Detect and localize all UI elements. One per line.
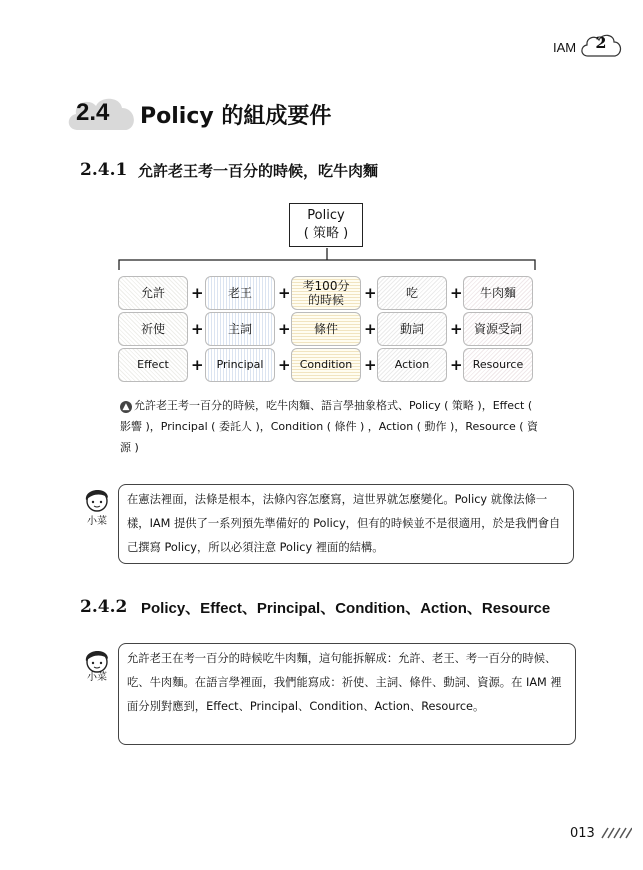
speech-note: 在憲法裡面，法條是根本，法條內容怎麼寫，這世界就怎麼變化。Policy 就像法條一樣，IAM 提供了一系列預先準備好的 Policy，但有的時候並不是很適用，於是我們會自己撰寫 Policy，所以必須注意 Policy 裡面的結構。	[118, 484, 574, 564]
policy-root-sublabel: ( 策略 )	[303, 226, 349, 241]
component-cell: Principal	[205, 348, 275, 382]
component-cell: 考100分的時候	[291, 276, 361, 310]
plus-icon: +	[450, 284, 463, 302]
plus-icon: +	[191, 356, 204, 374]
section-title: Policy 的組成要件	[140, 104, 332, 129]
component-cell: 條件	[291, 312, 361, 346]
plus-icon: +	[278, 320, 291, 338]
plus-icon: +	[364, 356, 377, 374]
subsection-title: 允許老王考一百分的時候，吃牛肉麵	[138, 162, 379, 180]
chapter-header-title: IAM	[553, 40, 577, 55]
character-name: 小菜	[87, 672, 107, 683]
figure-caption-text: 允許老王考一百分的時候，吃牛肉麵、語言學抽象格式、Policy ( 策略 )，Effect ( 影響 )，Principal ( 委託人 )，Condition ( 條件 ) ，Action ( 動作 )，Resource ( 資源 )	[120, 399, 539, 454]
speech-note: 允許老王在考一百分的時候吃牛肉麵，這句能拆解成：允許、老王、考一百分的時候、吃、牛肉麵。在語言學裡面，我們能寫成：祈使、主詞、條件、動詞、資源。在 IAM 裡面分別對應到，Effect、Principal、Condition、Action、Resource。	[118, 643, 576, 745]
subsection-title: Policy、Effect、Principal、Condition、Action、Resource	[141, 600, 551, 617]
plus-icon: +	[364, 284, 377, 302]
component-cell: 資源受詞	[463, 312, 533, 346]
subsection-number: 2.4.2	[80, 597, 128, 617]
stripe-decoration-icon	[600, 826, 632, 840]
chapter-number: 2	[595, 33, 607, 52]
plus-icon: +	[278, 356, 291, 374]
component-cell: 主詞	[205, 312, 275, 346]
plus-icon: +	[191, 320, 204, 338]
plus-icon: +	[364, 320, 377, 338]
component-cell: 老王	[205, 276, 275, 310]
component-cell: 允許	[118, 276, 188, 310]
caption-arrow-icon: ▲	[120, 401, 132, 413]
component-cell: Action	[377, 348, 447, 382]
component-cell: 祈使	[118, 312, 188, 346]
component-cell: Effect	[118, 348, 188, 382]
policy-root-box	[289, 203, 363, 247]
component-cell: 吃	[377, 276, 447, 310]
page-number: 013	[570, 826, 595, 841]
plus-icon: +	[191, 284, 204, 302]
plus-icon: +	[450, 320, 463, 338]
component-cell: Condition	[291, 348, 361, 382]
component-cell: 牛肉麵	[463, 276, 533, 310]
subsection-number: 2.4.1	[80, 160, 128, 180]
brace-connector	[118, 248, 536, 272]
character-name: 小菜	[87, 516, 107, 527]
plus-icon: +	[450, 356, 463, 374]
plus-icon: +	[278, 284, 291, 302]
policy-root-label: Policy	[307, 208, 345, 223]
figure-caption	[120, 395, 540, 458]
component-cell: 動詞	[377, 312, 447, 346]
component-cell: Resource	[463, 348, 533, 382]
section-number: 2.4	[76, 99, 110, 126]
